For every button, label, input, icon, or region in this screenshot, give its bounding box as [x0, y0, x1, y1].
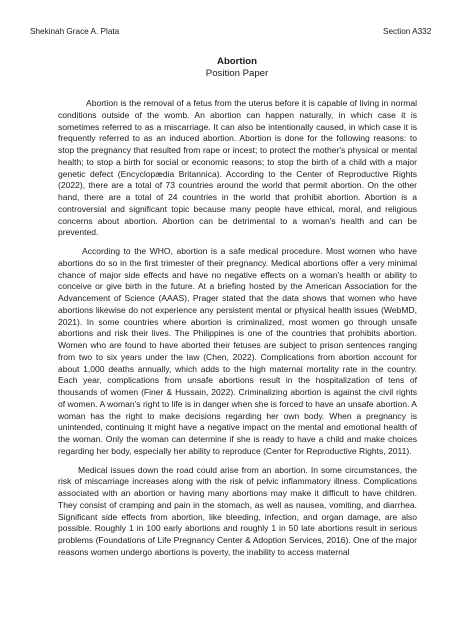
paragraph-3: Medical issues down the road could arise from an abortion. In some circumstances, the risk of miscarriage increases along with the risk of pelvic inflammatory illness. Complications associated with an abortion or having many abortions may make it difficult to have children. They consist of cramping and pain in the stomach, as well as nausea, vomiting, and diarrhea. Significant side effects from abortion, like bleeding, infection, and organ damage, are also possible. Roughly 1 in 100 early abortions and roughly 1 in 50 late abortions result in serious problems (Foundations of Life Pregnancy Center & Adoption Services, 2016). One of the major reasons women undergo abortions is poverty, the inability to access maternal: [58, 464, 417, 557]
document-title: Abortion: [217, 56, 257, 67]
author-name: Shekinah Grace A. Plata: [30, 27, 120, 36]
document-body: [58, 98, 417, 566]
document-subtitle: Position Paper: [205, 68, 269, 79]
paragraph-2: According to the WHO, abortion is a safe medical procedure. Most women who have abortions do so in the first trimester of their pregnancy. Medical abortions offer a very minimal chance of major side effects and have no negative effects on a woman's health or ability to conceive or give birth in the future. At a briefing hosted by the American Association for the Advancement of Science (AAAS), Prager stated that the data shows that women who have abortions likewise do not experience any persistent mental or physical health issues (WebMD, 2021). In some countries where abortion is criminalized, most women go through unsafe abortions and risk their lives. The Philippines is one of the countries that prohibits abortion. Women who are found to have aborted their fetuses are subject to prison sentences ranging from two to six years under the law (Chen, 2022). Complications from abortion account for about 1,000 deaths annually, which adds to the high maternal mortality rate in the country. Each year, complications from unsafe abortions result in the hospitalization of tens of thousands of women (Finer & Hussain, 2022). Criminalizing abortion is against the civil rights of women. A woman's right to life is in danger when she is forced to have an unsafe abortion. A woman has the right to make decisions regarding her own body. When a pregnancy is unintended, continuing it might have a negative impact on the mental and emotional health of the woman. Only the woman can determine if she is ready to have a child and make choices regarding her body, especially her ability to reproduce (Center for Reproductive Rights, 2011).: [58, 246, 417, 456]
section-code: Section A332: [383, 27, 432, 36]
paragraph-1: Abortion is the removal of a fetus from the uterus before it is capable of living in normal conditions outside of the womb. An abortion can happen naturally, in which case it is sometimes referred to as a miscarriage. It can also be intentionally caused, in which case it is frequently referred to as an induced abortion. Abortion is done for the following reasons: to stop the pregnancy that resulted from rape or incest; to protect the mother's physical or mental health; to stop a birth for social or economic reasons; to stop the birth of a child with a major genetic defect (Encyclopædia Britannica). According to the Center of Reproductive Rights (2022), there are a total of 73 countries around the world that permit abortion. On the other hand, there are a total of 24 countries in the world that prohibit abortion. Abortion is a controversial and significant topic because many people have ethical, moral, and religious concerns about abortion. Abortion can be detrimental to a woman's health and can be prevented.: [58, 98, 417, 238]
